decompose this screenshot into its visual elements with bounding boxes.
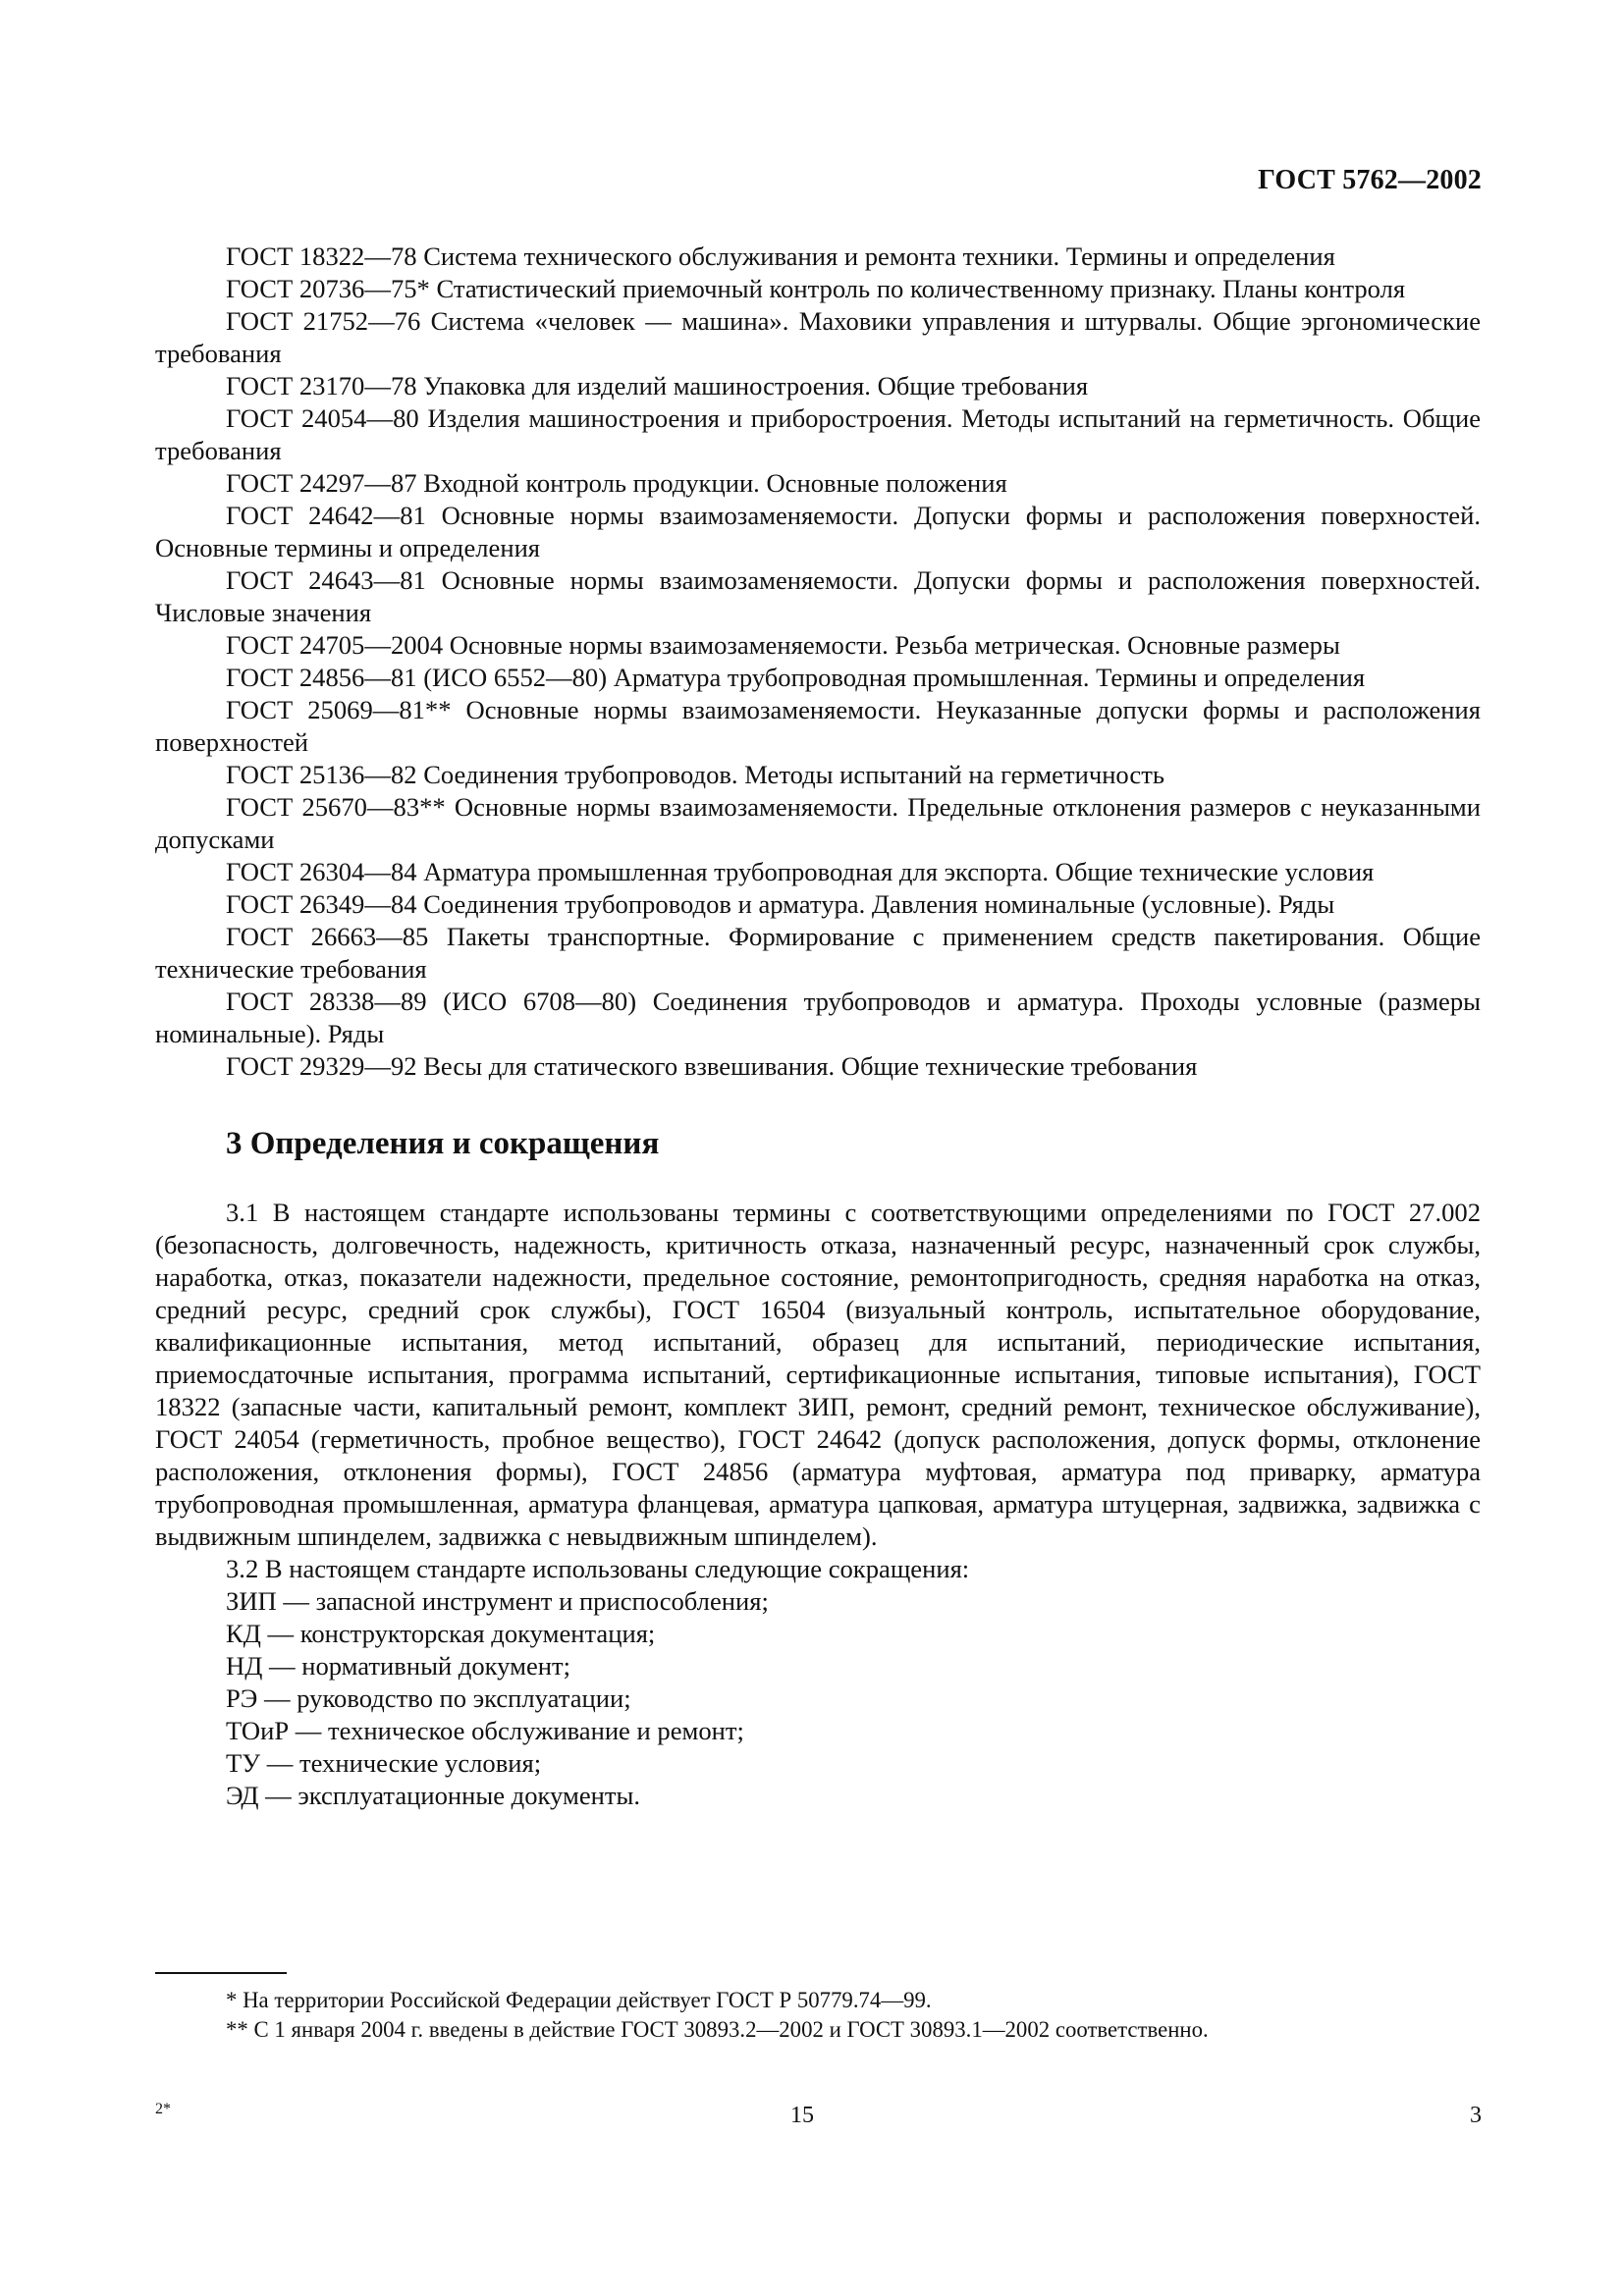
footnote-divider bbox=[155, 1972, 287, 1974]
reference-item: ГОСТ 24856—81 (ИСО 6552—80) Арматура трубопроводная промышленная. Термины и определения bbox=[226, 663, 1366, 692]
footnotes bbox=[155, 1986, 1481, 2045]
abbreviation-item: ТУ — технические условия; bbox=[226, 1748, 542, 1778]
footnote-item: ** С 1 января 2004 г. введены в действие ГОСТ 30893.2—2002 и ГОСТ 30893.1—2002 соответственно. bbox=[226, 2017, 1209, 2042]
reference-item: ГОСТ 24297—87 Входной контроль продукции. Основные положения bbox=[226, 468, 1007, 498]
reference-item: ГОСТ 21752—76 Система «человек — машина». Маховики управления и штурвалы. Общие эргономические требования bbox=[155, 306, 1481, 368]
abbreviations-intro: 3.2 В настоящем стандарте использованы следующие сокращения: bbox=[226, 1554, 970, 1583]
abbreviation-item: НД — нормативный документ; bbox=[226, 1651, 571, 1681]
reference-item: ГОСТ 26304—84 Арматура промышленная трубопроводная для экспорта. Общие технические условия bbox=[226, 857, 1375, 886]
sheet-number: 15 bbox=[790, 2103, 814, 2128]
footnote-item: * На территории Российской Федерации действует ГОСТ Р 50779.74—99. bbox=[226, 1988, 932, 2012]
abbreviation-item: ТОиР — техническое обслуживание и ремонт; bbox=[226, 1716, 744, 1745]
reference-item: ГОСТ 28338—89 (ИСО 6708—80) Соединения трубопроводов и арматура. Проходы условные (размеры номинальные). Ряды bbox=[155, 987, 1481, 1048]
definitions-paragraph: 3.1 В настоящем стандарте использованы термины с соответствующими определениями по ГОСТ 27.002 (безопасность, долговечность, надежность, критичность отказа, назначенный ресурс, назначенный срок службы, наработка, отказ, показатели надежности, предельное состояние, ремонтопригодность, средняя наработка на отказ, средний ресурс, средний срок службы), ГОСТ 16504 (визуальный контроль, испытательное оборудование, квалификационные испытания, метод испытаний, образец для испытаний, периодические испытания, приемосдаточные испытания, программа испытаний, сертификационные испытания, типовые испытания), ГОСТ 18322 (запасные части, капитальный ремонт, комплект ЗИП, ремонт, средний ремонт, техническое обслуживание), ГОСТ 24054 (герметичность, пробное вещество), ГОСТ 24642 (допуск расположения, допуск формы, отклонение расположения, отклонения формы), ГОСТ 24856 (арматура муфтовая, арматура под приварку, арматура трубопроводная промышленная, арматура фланцевая, арматура цапковая, арматура штуцерная, задвижка, задвижка с выдвижным шпинделем, задвижка с невыдвижным шпинделем). bbox=[155, 1198, 1481, 1551]
reference-item: ГОСТ 26349—84 Соединения трубопроводов и арматура. Давления номинальные (условные). Ряды bbox=[226, 889, 1335, 919]
reference-item: ГОСТ 24642—81 Основные нормы взаимозаменяемости. Допуски формы и расположения поверхностей. Основные термины и определения bbox=[155, 501, 1481, 562]
page-number: 3 bbox=[1470, 2103, 1482, 2128]
reference-item: ГОСТ 25670—83** Основные нормы взаимозаменяемости. Предельные отклонения размеров с неуказанными допусками bbox=[155, 792, 1481, 854]
reference-item: ГОСТ 29329—92 Весы для статического взвешивания. Общие технические требования bbox=[226, 1051, 1198, 1081]
reference-item: ГОСТ 26663—85 Пакеты транспортные. Формирование с применением средств пакетирования. Общие технические требования bbox=[155, 922, 1481, 984]
normative-references bbox=[155, 240, 1481, 1083]
reference-item: ГОСТ 20736—75* Статистический приемочный контроль по количественному признаку. Планы контроля bbox=[226, 274, 1406, 303]
page-content bbox=[155, 240, 1481, 1812]
reference-item: ГОСТ 24054—80 Изделия машиностроения и приборостроения. Методы испытаний на герметичность. Общие требования bbox=[155, 403, 1481, 465]
abbreviation-item: РЭ — руководство по эксплуатации; bbox=[226, 1683, 631, 1713]
reference-item: ГОСТ 24705—2004 Основные нормы взаимозаменяемости. Резьба метрическая. Основные размеры bbox=[226, 630, 1340, 660]
abbreviations-list bbox=[155, 1585, 1481, 1812]
reference-item: ГОСТ 25069—81** Основные нормы взаимозаменяемости. Неуказанные допуски формы и расположения поверхностей bbox=[155, 695, 1481, 757]
reference-item: ГОСТ 18322—78 Система технического обслуживания и ремонта техники. Термины и определения bbox=[226, 241, 1335, 271]
section-heading: 3 Определения и сокращения bbox=[226, 1126, 660, 1161]
abbreviation-item: КД — конструкторская документация; bbox=[226, 1619, 656, 1648]
sheet-mark: 2* bbox=[155, 2101, 171, 2117]
reference-item: ГОСТ 23170—78 Упаковка для изделий машиностроения. Общие требования bbox=[226, 371, 1089, 400]
abbreviation-item: ЭД — эксплуатационные документы. bbox=[226, 1781, 641, 1810]
abbreviation-item: ЗИП — запасной инструмент и приспособления; bbox=[226, 1586, 769, 1616]
reference-item: ГОСТ 24643—81 Основные нормы взаимозаменяемости. Допуски формы и расположения поверхностей. Числовые значения bbox=[155, 565, 1481, 627]
definitions-section bbox=[155, 1197, 1481, 1585]
document-code: ГОСТ 5762—2002 bbox=[1258, 165, 1482, 195]
reference-item: ГОСТ 25136—82 Соединения трубопроводов. Методы испытаний на герметичность bbox=[226, 760, 1164, 789]
